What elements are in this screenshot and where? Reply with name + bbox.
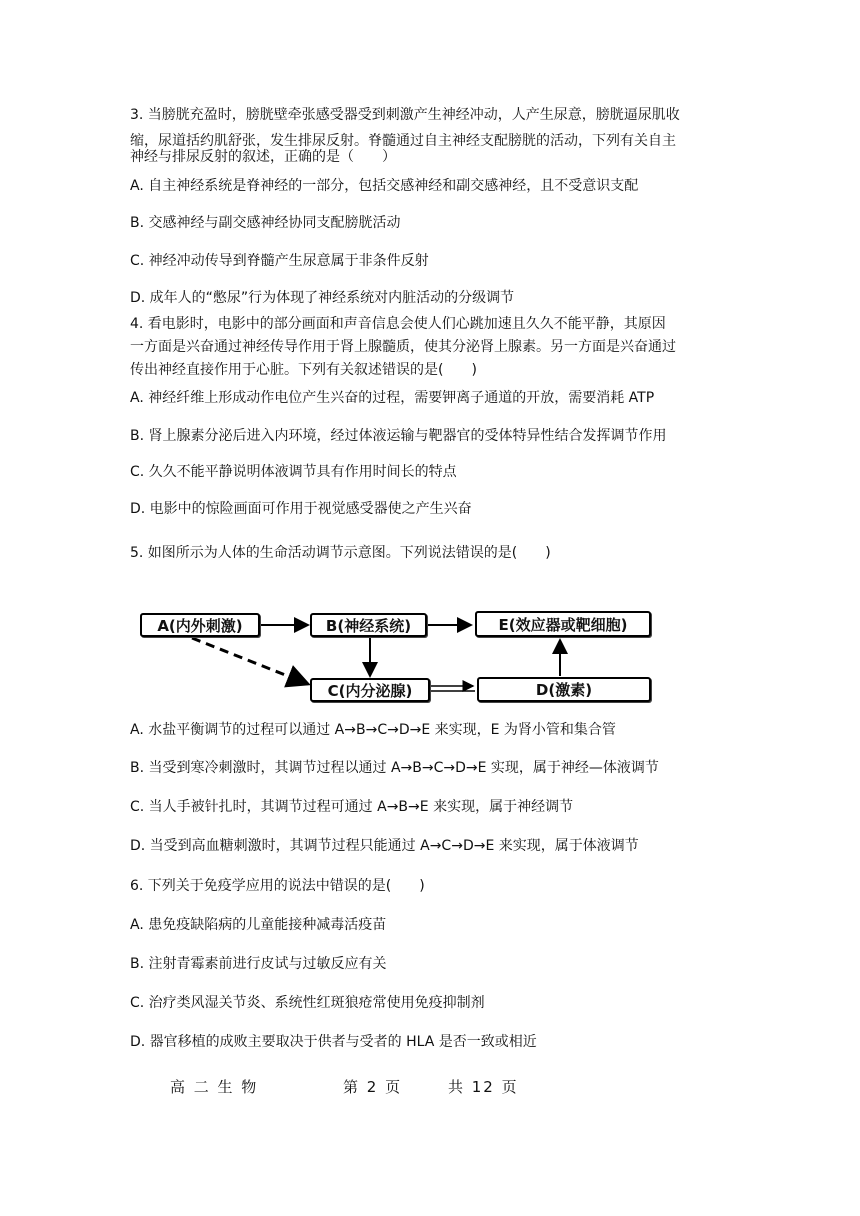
- q3-stem-line-3: 神经与排尿反射的叙述，正确的是（ ）: [130, 149, 396, 165]
- q4-option-c: C. 久久不能平静说明体液调节具有作用时间长的特点: [130, 464, 457, 480]
- q6-option-c: C. 治疗类风湿关节炎、系统性红斑狼疮常使用免疫抑制剂: [130, 995, 485, 1011]
- q4-stem-line-2: 一方面是兴奋通过神经传导作用于肾上腺髓质，使其分泌肾上腺素。另一方面是兴奋通过: [130, 339, 676, 355]
- q4-option-b: B. 肾上腺素分泌后进入内环境，经过体液运输与靶器官的受体特异性结合发挥调节作用: [130, 428, 667, 444]
- q3-stem-line-1: 3. 当膀胱充盈时，膀胱壁牵张感受器受到刺激产生神经冲动，人产生尿意，膀胱逼尿肌收: [130, 107, 680, 123]
- box-e-effector: E(效应器或靶细胞): [475, 611, 651, 637]
- q4-option-d: D. 电影中的惊险画面可作用于视觉感受器使之产生兴奋: [130, 501, 472, 517]
- footer-page-number: 第 2 页: [343, 1078, 403, 1096]
- q4-stem-line-1: 4. 看电影时，电影中的部分画面和声音信息会使人们心跳加速且久久不能平静，其原因: [130, 316, 666, 332]
- q4-stem-line-3: 传出神经直接作用于心脏。下列有关叙述错误的是( ): [130, 362, 477, 378]
- q5-option-d: D. 当受到高血糖刺激时，其调节过程只能通过 A→C→D→E 来实现，属于体液调节: [130, 838, 639, 854]
- q3-option-c: C. 神经冲动传导到脊髓产生尿意属于非条件反射: [130, 253, 429, 269]
- q6-option-d: D. 器官移植的成败主要取决于供者与受者的 HLA 是否一致或相近: [130, 1034, 537, 1050]
- q3-option-a: A. 自主神经系统是脊神经的一部分，包括交感神经和副交感神经，且不受意识支配: [130, 178, 639, 194]
- q5-stem: 5. 如图所示为人体的生命活动调节示意图。下列说法错误的是( ): [130, 545, 551, 561]
- box-c-endocrine-gland: C(内分泌腺): [310, 678, 430, 702]
- q6-option-a: A. 患免疫缺陷病的儿童能接种减毒活疫苗: [130, 917, 387, 933]
- q3-option-b: B. 交感神经与副交感神经协同支配膀胱活动: [130, 215, 401, 231]
- q5-option-a: A. 水盐平衡调节的过程可以通过 A→B→C→D→E 来实现，E 为肾小管和集合管: [130, 722, 616, 738]
- q5-option-b: B. 当受到寒冷刺激时，其调节过程以通过 A→B→C→D→E 实现，属于神经—体液调节: [130, 760, 659, 776]
- box-d-hormone: D(激素): [477, 677, 651, 702]
- q6-option-b: B. 注射青霉素前进行皮试与过敏反应有关: [130, 956, 387, 972]
- footer-subject: 高 二 生 物: [170, 1078, 259, 1096]
- box-a-stimulus: A(内外刺激): [140, 613, 260, 637]
- q4-option-a: A. 神经纤维上形成动作电位产生兴奋的过程，需要钾离子通道的开放，需要消耗 ATP: [130, 390, 655, 406]
- arrow-a-to-c-dashed: [192, 638, 308, 684]
- q5-option-c: C. 当人手被针扎时，其调节过程可通过 A→B→E 来实现，属于神经调节: [130, 799, 574, 815]
- footer-total-pages: 共 12 页: [448, 1078, 519, 1096]
- q3-stem-line-2: 缩，尿道括约肌舒张，发生排尿反射。脊髓通过自主神经支配膀胱的活动，下列有关自主: [130, 133, 676, 149]
- q6-stem: 6. 下列关于免疫学应用的说法中错误的是( ): [130, 878, 425, 894]
- box-b-nervous-system: B(神经系统): [310, 613, 427, 637]
- q3-option-d: D. 成年人的“憋尿”行为体现了神经系统对内脏活动的分级调节: [130, 290, 515, 306]
- regulation-diagram: [130, 600, 670, 710]
